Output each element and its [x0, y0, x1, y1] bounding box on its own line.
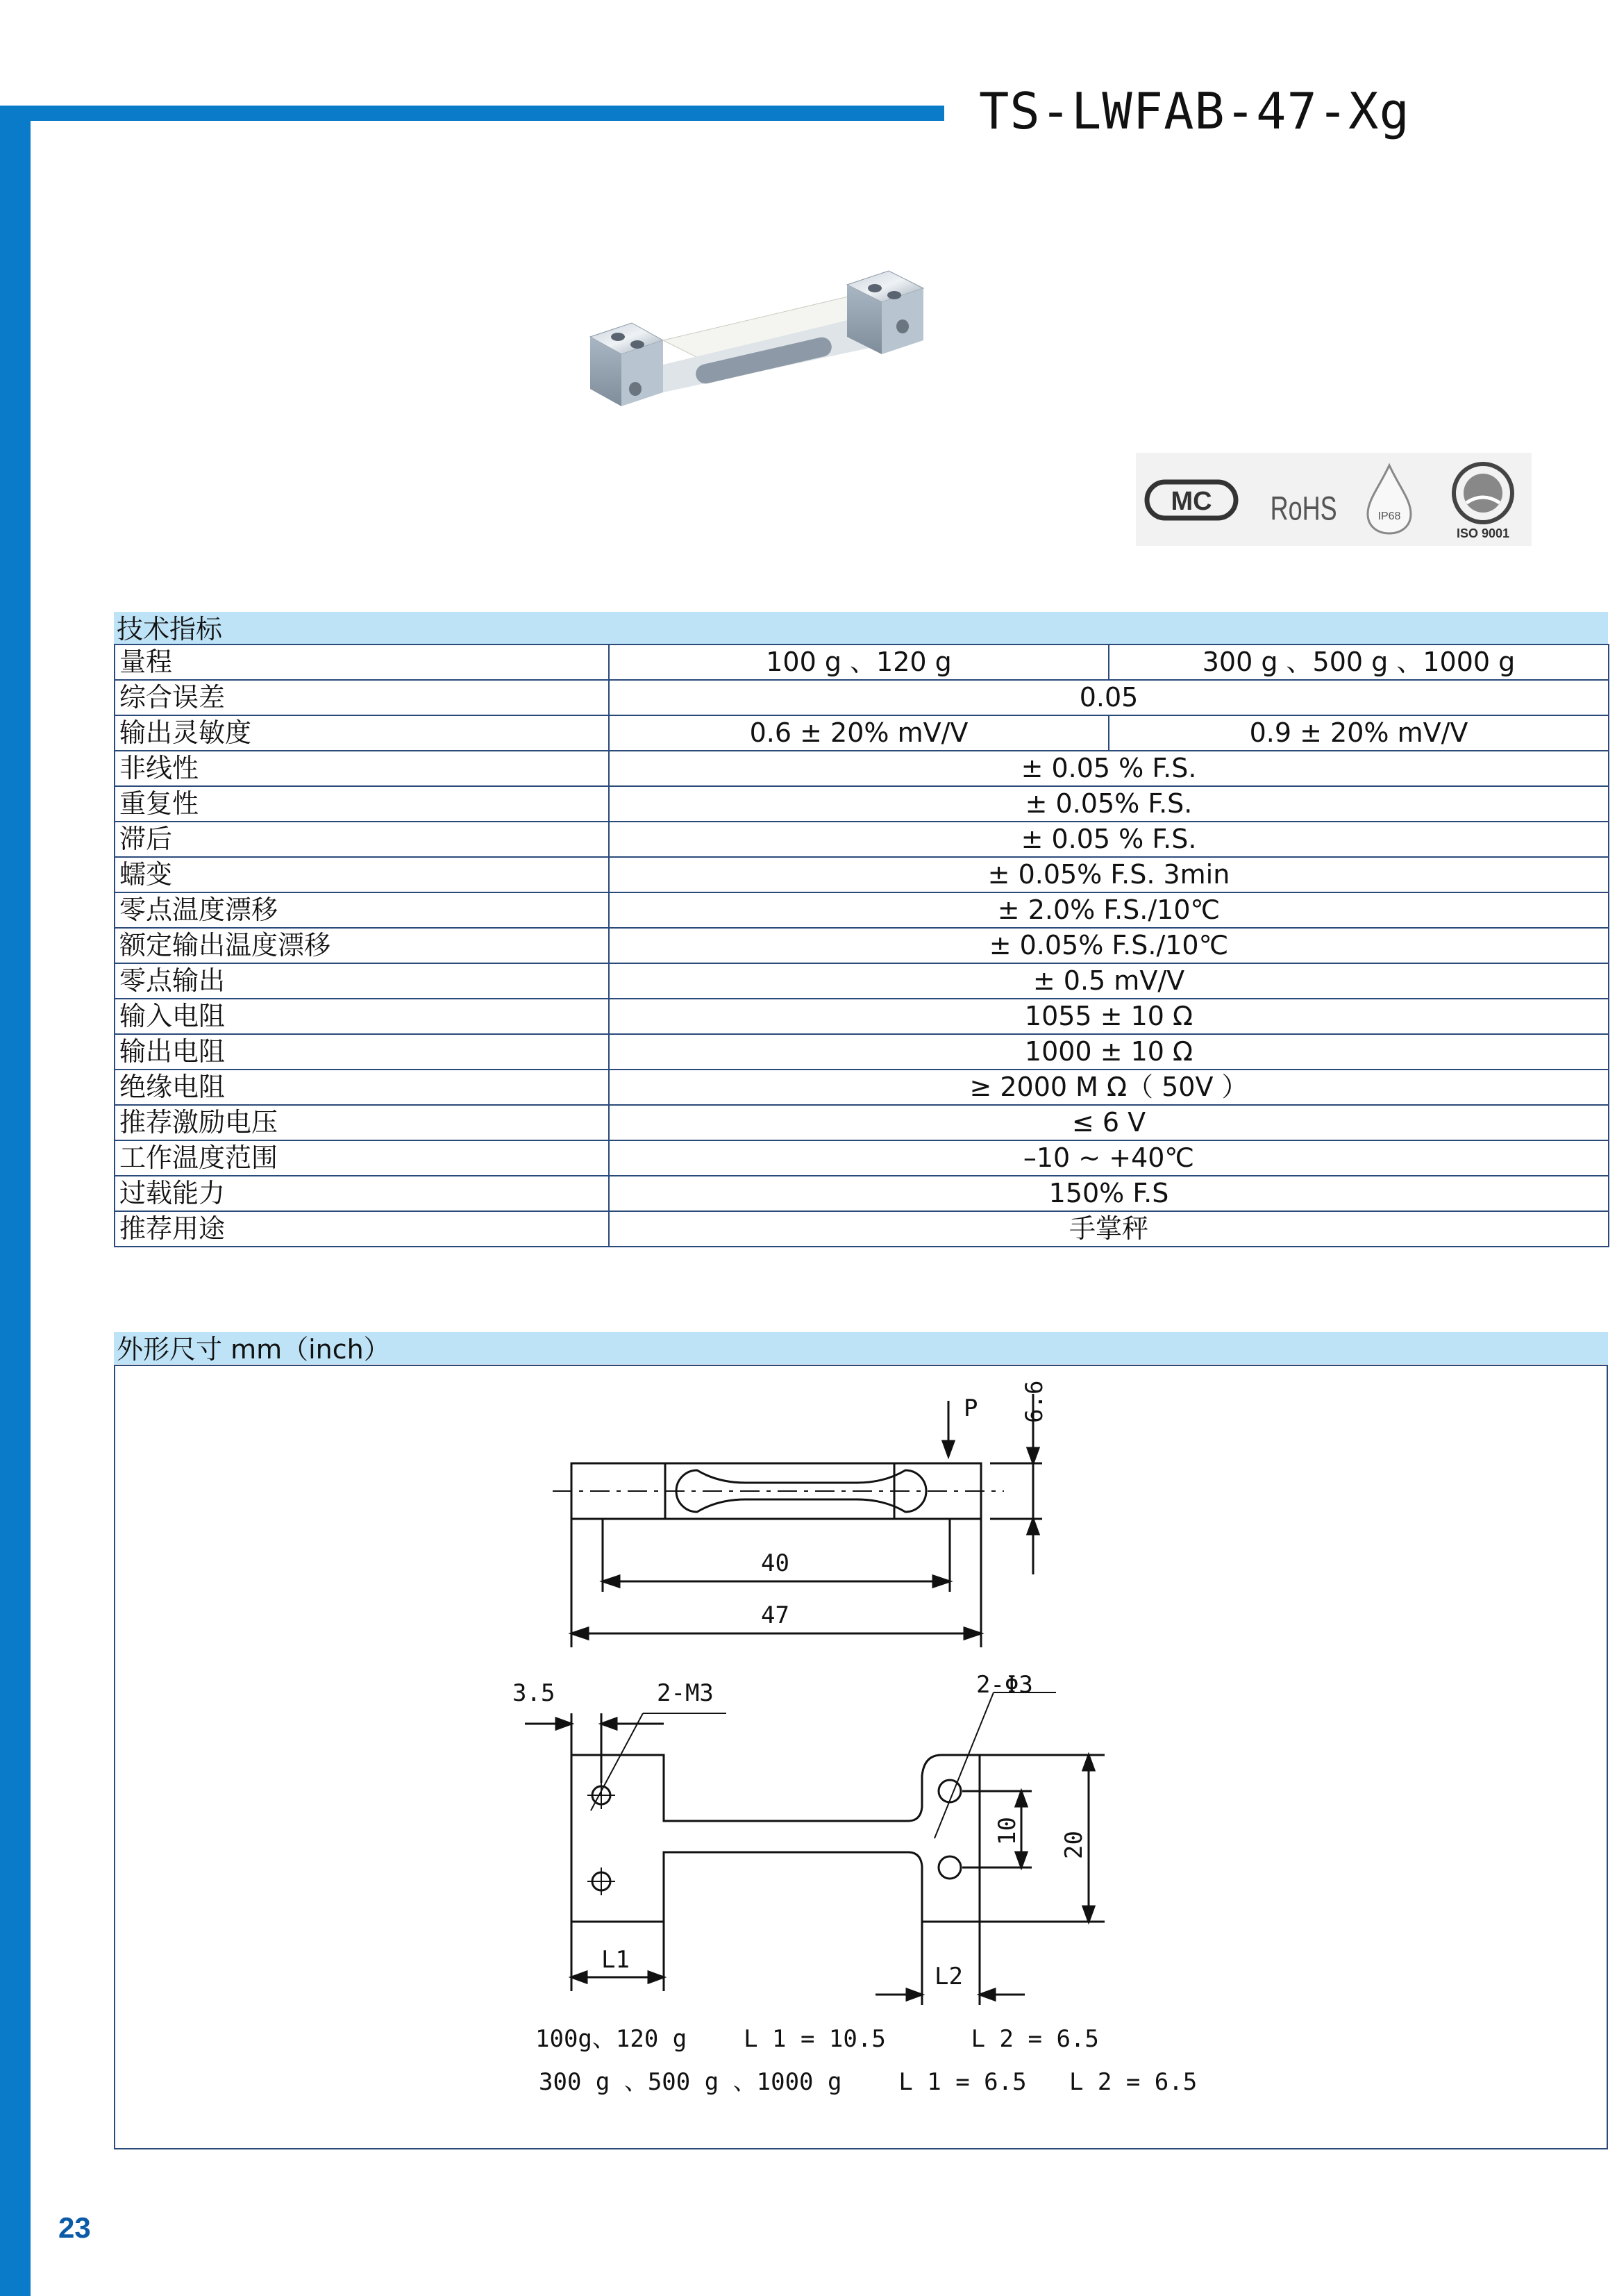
mc-logo-icon	[1143, 468, 1240, 531]
mc-logo-text: MC	[1171, 487, 1212, 516]
through-holes-label: 2-Φ3	[976, 1671, 1033, 1699]
table-row	[115, 1070, 1609, 1105]
table-row	[115, 928, 1609, 963]
rohs-logo-icon	[1268, 468, 1344, 531]
load-label: P	[964, 1395, 978, 1422]
spec-label: 零点温度漂移	[115, 892, 609, 928]
spec-value: 0.6 ± 20% mV/V	[609, 715, 1109, 751]
l2-label: L2	[935, 1963, 963, 1990]
spec-label: 工作温度范围	[115, 1140, 609, 1176]
spec-label: 输入电阻	[115, 999, 609, 1034]
spec-value: ≥ 2000 M Ω（ 50V ）	[609, 1070, 1609, 1105]
table-row	[115, 1034, 1609, 1070]
spec-label: 零点输出	[115, 963, 609, 999]
spec-label: 推荐用途	[115, 1211, 609, 1247]
side-accent-bar	[0, 106, 31, 2296]
spec-value: 0.9 ± 20% mV/V	[1109, 715, 1609, 751]
spec-value: ≤ 6 V	[609, 1105, 1609, 1140]
table-row	[115, 1211, 1609, 1247]
spec-label: 滞后	[115, 822, 609, 857]
model-title: TS-LWFAB-47-Xg	[979, 82, 1410, 140]
table-row	[115, 822, 1609, 857]
spec-value: ± 0.05% F.S. 3min	[609, 857, 1609, 892]
table-row	[115, 751, 1609, 786]
spec-label: 非线性	[115, 751, 609, 786]
spec-value: 100 g 、120 g	[609, 644, 1109, 680]
spec-label: 绝缘电阻	[115, 1070, 609, 1105]
spec-value: 1055 ± 10 Ω	[609, 999, 1609, 1034]
length-dimension: 47	[761, 1602, 789, 1629]
spec-value: –10 ~ +40℃	[609, 1140, 1609, 1176]
spec-value: 0.05	[609, 680, 1609, 715]
spec-label: 过载能力	[115, 1176, 609, 1211]
table-row	[115, 892, 1609, 928]
spec-value: ± 0.05% F.S./10℃	[609, 928, 1609, 963]
table-row	[115, 715, 1609, 751]
table-row	[115, 786, 1609, 822]
l1-label: L1	[601, 1946, 630, 1974]
top-view-outline	[571, 1755, 980, 1922]
dimension-drawing-frame	[114, 1365, 1608, 2149]
dimension-note-2: 300 g 、500 g 、1000 g L 1 = 6.5 L 2 = 6.5	[539, 2068, 1198, 2096]
spec-label: 蠕变	[115, 857, 609, 892]
table-row	[115, 963, 1609, 999]
threaded-holes-label: 2-M3	[657, 1679, 714, 1707]
through-hole-bottom	[939, 1856, 961, 1879]
spec-table	[114, 644, 1609, 1247]
table-row	[115, 1105, 1609, 1140]
certification-logos	[1136, 453, 1532, 546]
product-photo	[583, 267, 1000, 476]
width-dimension: 20	[1060, 1831, 1088, 1859]
spec-value: ± 0.05 % F.S.	[609, 822, 1609, 857]
spec-label: 输出灵敏度	[115, 715, 609, 751]
spec-label: 输出电阻	[115, 1034, 609, 1070]
spec-label: 量程	[115, 644, 609, 680]
page-number: 23	[58, 2211, 91, 2244]
spec-label: 重复性	[115, 786, 609, 822]
dimension-drawing	[115, 1366, 1607, 2148]
edge-offset-dimension: 3.5	[512, 1679, 555, 1707]
spec-label: 综合误差	[115, 680, 609, 715]
table-row	[115, 1176, 1609, 1211]
spec-label: 推荐激励电压	[115, 1105, 609, 1140]
table-row	[115, 857, 1609, 892]
spec-value: 150% F.S	[609, 1176, 1609, 1211]
height-dimension: 6.6	[1021, 1380, 1048, 1423]
spec-value: ± 0.05% F.S.	[609, 786, 1609, 822]
dimension-section-title: 外形尺寸 mm（inch）	[114, 1332, 1608, 1364]
table-row	[115, 644, 1609, 680]
spec-value: 手掌秤	[609, 1211, 1609, 1247]
hole-spacing-dimension: 40	[761, 1549, 789, 1577]
iso-9001-logo-icon	[1441, 457, 1525, 542]
spec-value: ± 0.5 mV/V	[609, 963, 1609, 999]
ip68-drop-icon	[1358, 460, 1421, 536]
ip68-text: IP68	[1377, 510, 1401, 522]
inner-spacing-dimension: 10	[994, 1817, 1021, 1845]
header-accent-bar	[0, 106, 944, 121]
spec-value: ± 0.05 % F.S.	[609, 751, 1609, 786]
spec-value: 1000 ± 10 Ω	[609, 1034, 1609, 1070]
table-row	[115, 999, 1609, 1034]
rohs-logo-text: RoHS	[1270, 490, 1337, 527]
iso-logo-text: ISO 9001	[1456, 526, 1510, 540]
dimension-note-1: 100g、120 g L 1 = 10.5 L 2 = 6.5	[535, 2025, 1099, 2053]
table-row	[115, 680, 1609, 715]
spec-value: ± 2.0% F.S./10℃	[609, 892, 1609, 928]
spec-section-title: 技术指标	[114, 612, 1608, 644]
spec-value: 300 g 、500 g 、1000 g	[1109, 644, 1609, 680]
spec-label: 额定输出温度漂移	[115, 928, 609, 963]
table-row	[115, 1140, 1609, 1176]
